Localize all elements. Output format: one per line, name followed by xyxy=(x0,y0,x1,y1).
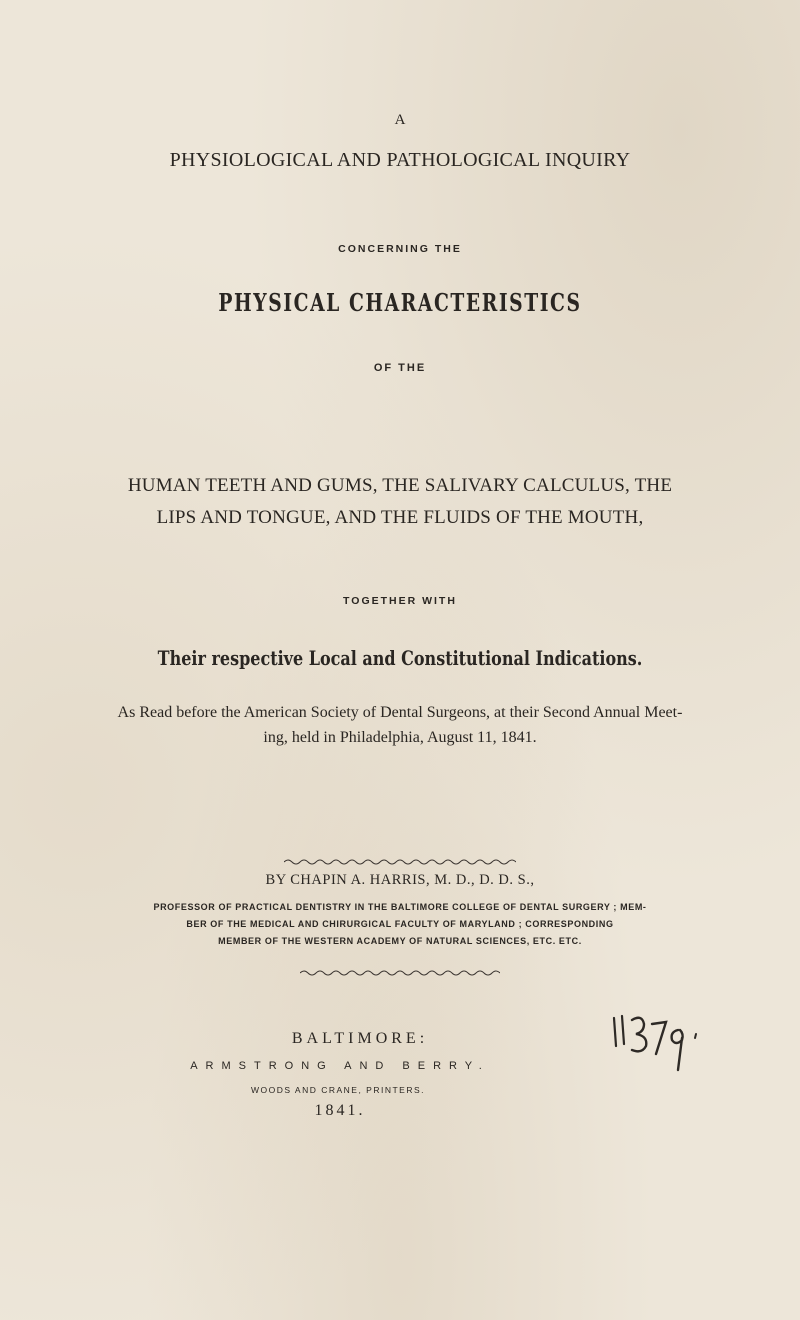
physical-characteristics-heading: PHYSICAL CHARACTERISTICS xyxy=(218,288,582,317)
imprint-publisher: ARMSTRONG AND BERRY. xyxy=(190,1060,490,1072)
read-note-line-2: ing, held in Philadelphia, August 11, 1841. xyxy=(263,729,537,746)
imprint-printers: WOODS AND CRANE, PRINTERS. xyxy=(250,1085,426,1095)
indications-heading: Their respective Local and Constitutional Indications. xyxy=(157,646,643,670)
read-note-line-1: As Read before the American Society of Dental Surgeons, at their Second Annual Meet- xyxy=(117,704,683,721)
imprint-city: BALTIMORE: xyxy=(291,1030,429,1047)
wavy-rule-bottom xyxy=(300,968,500,978)
author-byline: BY CHAPIN A. HARRIS, M. D., D. D. S., xyxy=(265,872,535,888)
concerning-label: CONCERNING THE xyxy=(338,243,462,255)
imprint-year: 1841. xyxy=(314,1102,366,1119)
handwritten-call-number xyxy=(608,1010,708,1080)
credentials-line-2: BER OF THE MEDICAL AND CHIRURGICAL FACULTY OF MARYLAND ; CORRESPONDING xyxy=(186,919,614,929)
credentials-line-1: PROFESSOR OF PRACTICAL DENTISTRY IN THE BALTIMORE COLLEGE OF DENTAL SURGERY ; MEM- xyxy=(153,902,647,912)
main-title: PHYSIOLOGICAL AND PATHOLOGICAL INQUIRY xyxy=(169,149,631,171)
of-the-label: OF THE xyxy=(373,362,427,374)
subject-line-1: HUMAN TEETH AND GUMS, THE SALIVARY CALCULUS, THE xyxy=(127,475,673,496)
article-a: A xyxy=(394,112,406,128)
together-with-label: TOGETHER WITH xyxy=(343,595,457,607)
subject-line-2: LIPS AND TONGUE, AND THE FLUIDS OF THE MOUTH, xyxy=(156,507,644,528)
credentials-line-3: MEMBER OF THE WESTERN ACADEMY OF NATURAL SCIENCES, ETC. ETC. xyxy=(218,936,582,946)
wavy-rule-top xyxy=(284,857,516,867)
